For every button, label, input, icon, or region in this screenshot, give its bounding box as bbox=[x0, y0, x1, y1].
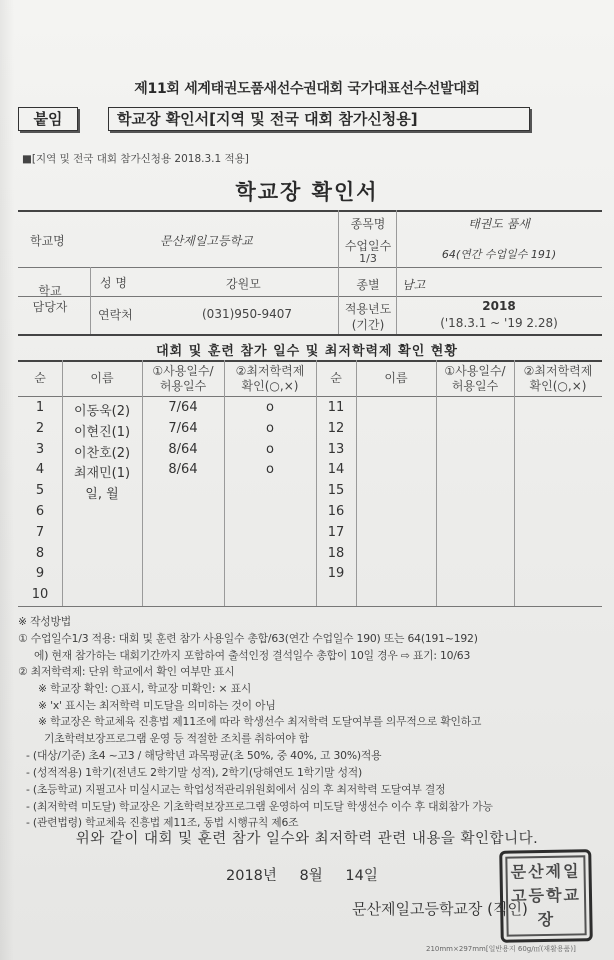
used-days: 7/64 bbox=[168, 420, 198, 436]
info-divider bbox=[90, 267, 91, 334]
instruction-line: ※ 학교장 확인: ○표시, 학교장 미확인: × 표시 bbox=[38, 682, 252, 695]
academic-check: o bbox=[266, 441, 274, 457]
class-days-value: 64(연간 수업일수 191) bbox=[441, 248, 557, 261]
instruction-line: ① 수업일수1/3 적용: 대회 및 훈련 참가 사용일수 총합/63(연간 수업일수 190) 또는 64(191~192) bbox=[18, 632, 478, 645]
name-value: 강원모 bbox=[226, 277, 261, 291]
row-number: 18 bbox=[327, 545, 345, 561]
info-table-bottom-rule bbox=[18, 334, 602, 336]
col-no-right: 순 bbox=[330, 371, 342, 385]
row-number: 5 bbox=[35, 483, 45, 499]
col-days-right bbox=[436, 364, 514, 394]
instruction-line: - (관련법령) 학교체육 진흥법 제11조, 동법 시행규칙 제6조 bbox=[26, 816, 299, 829]
row-number: 13 bbox=[327, 441, 345, 457]
row-number: 12 bbox=[327, 420, 345, 436]
name-label: 성 명 bbox=[100, 276, 127, 290]
academic-check: o bbox=[266, 400, 274, 415]
class-days-label: 수업일수 bbox=[344, 239, 392, 253]
info-rule bbox=[18, 296, 602, 297]
academic-check: o bbox=[266, 462, 274, 478]
row-number: 6 bbox=[35, 504, 45, 519]
row-number: 8 bbox=[35, 545, 45, 561]
staff-label-2: 담당자 bbox=[32, 300, 68, 314]
page-shadow bbox=[0, 0, 14, 960]
date-day: 14일 bbox=[345, 868, 378, 884]
row-number: 7 bbox=[35, 524, 45, 540]
info-rule bbox=[18, 267, 602, 268]
principal-signature: 문산제일고등학교장 (직인) bbox=[352, 900, 528, 918]
paper-spec: 210mm×297mm[일반용지 60g/㎡(재활용품)] bbox=[426, 945, 576, 953]
instruction-line: 에) 현재 참가하는 대회기간까지 포함하여 출석인정 결석일수 총합이 10일 경우 ⇨ 표기: 10/63 bbox=[34, 649, 471, 662]
date-year: 2018년 bbox=[226, 868, 277, 884]
row-number: 16 bbox=[327, 504, 345, 519]
row-number: 19 bbox=[327, 566, 345, 582]
instruction-line: - (초등학교) 지필고사 미실시교는 학업성적관리위원회에서 심의 후 최저학력 도달여부 결정 bbox=[26, 783, 446, 796]
col-check-right bbox=[514, 364, 602, 394]
row-number: 2 bbox=[35, 420, 45, 436]
row-number: 11 bbox=[327, 400, 345, 415]
col-days-line1: ①사용일수/ bbox=[152, 364, 214, 378]
school-label: 학교명 bbox=[30, 234, 65, 248]
academic-check: o bbox=[266, 420, 274, 436]
year-value: 2018 bbox=[482, 299, 516, 313]
col-check-right-line2: 확인(○,×) bbox=[529, 379, 587, 393]
col-check-line1: ②최저학력제 bbox=[235, 364, 305, 378]
official-seal bbox=[499, 849, 593, 943]
staff-label: 학교 bbox=[38, 284, 62, 298]
period-value: ('18.3.1 ~ '19 2.28) bbox=[440, 316, 558, 330]
instruction-line: ※ 학교장은 학교체육 진흥법 제11조에 따라 학생선수 최저학력 도달여부를 의무적으로 확인하고 bbox=[38, 715, 482, 728]
grid-divider bbox=[436, 360, 437, 606]
row-number: 10 bbox=[31, 587, 49, 603]
row-number: 14 bbox=[327, 462, 345, 478]
instruction-line: ※ 'x' 표시는 최저학력 미도달을 의미하는 것이 아님 bbox=[38, 699, 276, 712]
event-label: 종목명 bbox=[350, 217, 386, 231]
row-number: 1 bbox=[35, 400, 45, 415]
instruction-line: - (최저학력 미도달) 학교장은 기초학력보장프로그램 운영하여 미도달 학생선수 이수 후 대회참가 가능 bbox=[26, 800, 493, 813]
instruction-line: ※ 작성방법 bbox=[18, 615, 71, 628]
class-days-fraction: 1/3 bbox=[359, 252, 377, 265]
row-number: 17 bbox=[327, 524, 345, 540]
col-check-line2: 확인(○,×) bbox=[241, 379, 299, 393]
col-check-right-line1: ②최저학력제 bbox=[523, 364, 593, 378]
section-title: 대회 및 훈련 참가 일수 및 최저학력제 확인 현황 bbox=[156, 344, 458, 359]
row-number: 3 bbox=[35, 441, 45, 457]
used-days: 7/64 bbox=[168, 400, 198, 415]
grid-divider bbox=[142, 360, 143, 606]
col-check bbox=[224, 364, 316, 394]
grid-divider bbox=[224, 360, 225, 606]
row-number: 4 bbox=[35, 462, 45, 478]
attachment-label: 붙임 bbox=[18, 107, 78, 131]
row-number: 9 bbox=[35, 566, 45, 582]
col-no: 순 bbox=[34, 371, 46, 385]
form-title: 학교장 확인서 bbox=[235, 180, 379, 204]
seal-text: 문산제일고등학교장 bbox=[505, 855, 586, 936]
col-days-line2: 허용일수 bbox=[159, 379, 207, 393]
col-days-right-line1: ①사용일수/ bbox=[444, 364, 506, 378]
confirmation-statement: 위와 같이 대회 및 훈련 참가 일수와 최저학력 관련 내용을 확인합니다. bbox=[75, 831, 539, 847]
instruction-line: 기초학력보장프로그램 운영 등 적절한 조치를 취하여야 함 bbox=[44, 732, 309, 745]
year-label-2: (기간) bbox=[351, 318, 385, 332]
athlete-name: 이현진(1) bbox=[73, 424, 131, 440]
school-value: 문산제일고등학교 bbox=[160, 234, 253, 248]
instruction-line: - (성적적용) 1학기(전년도 2학기말 성적), 2학기(당해연도 1학기말 성적) bbox=[26, 766, 363, 779]
gender-label: 종별 bbox=[356, 278, 380, 292]
event-title: 제11회 세계태권도품새선수권대회 국가대표선수선발대회 bbox=[134, 81, 480, 97]
col-days bbox=[142, 364, 224, 394]
col-days-right-line2: 허용일수 bbox=[451, 379, 499, 393]
date-month: 8월 bbox=[299, 868, 323, 884]
instruction-line: - (대상/기준) 초4 ~고3 / 해당학년 과목평균(초 50%, 중 40%, 고 30%)적용 bbox=[26, 749, 382, 762]
info-table-top-rule bbox=[18, 210, 602, 212]
grid-bottom-rule bbox=[18, 606, 602, 607]
contact-value: (031)950-9407 bbox=[202, 307, 293, 321]
contact-label: 연락처 bbox=[98, 308, 133, 322]
used-days: 8/64 bbox=[168, 462, 198, 478]
athlete-name: 이동욱(2) bbox=[73, 404, 131, 419]
gender-value: 남고 bbox=[402, 278, 426, 292]
col-name-right: 이름 bbox=[384, 371, 408, 385]
athlete-name: 일, 월 bbox=[85, 487, 119, 503]
athlete-name: 최재민(1) bbox=[73, 466, 131, 482]
col-name: 이름 bbox=[90, 371, 114, 385]
instruction-line: ② 최저학력제: 단위 학교에서 확인 여부만 표시 bbox=[18, 665, 235, 678]
row-number: 15 bbox=[327, 483, 345, 499]
used-days: 8/64 bbox=[168, 441, 198, 457]
grid-divider bbox=[514, 360, 515, 606]
event-value: 태권도 품새 bbox=[468, 217, 530, 231]
doc-heading: 학교장 확인서[지역 및 전국 대회 참가신청용] bbox=[108, 107, 530, 131]
year-label: 적용년도 bbox=[344, 302, 392, 316]
issue-date bbox=[226, 864, 396, 885]
application-note: ■[지역 및 전국 대회 참가신청용 2018.3.1 적용] bbox=[22, 153, 249, 165]
grid-divider bbox=[356, 360, 357, 606]
athlete-name: 이찬호(2) bbox=[73, 445, 131, 461]
